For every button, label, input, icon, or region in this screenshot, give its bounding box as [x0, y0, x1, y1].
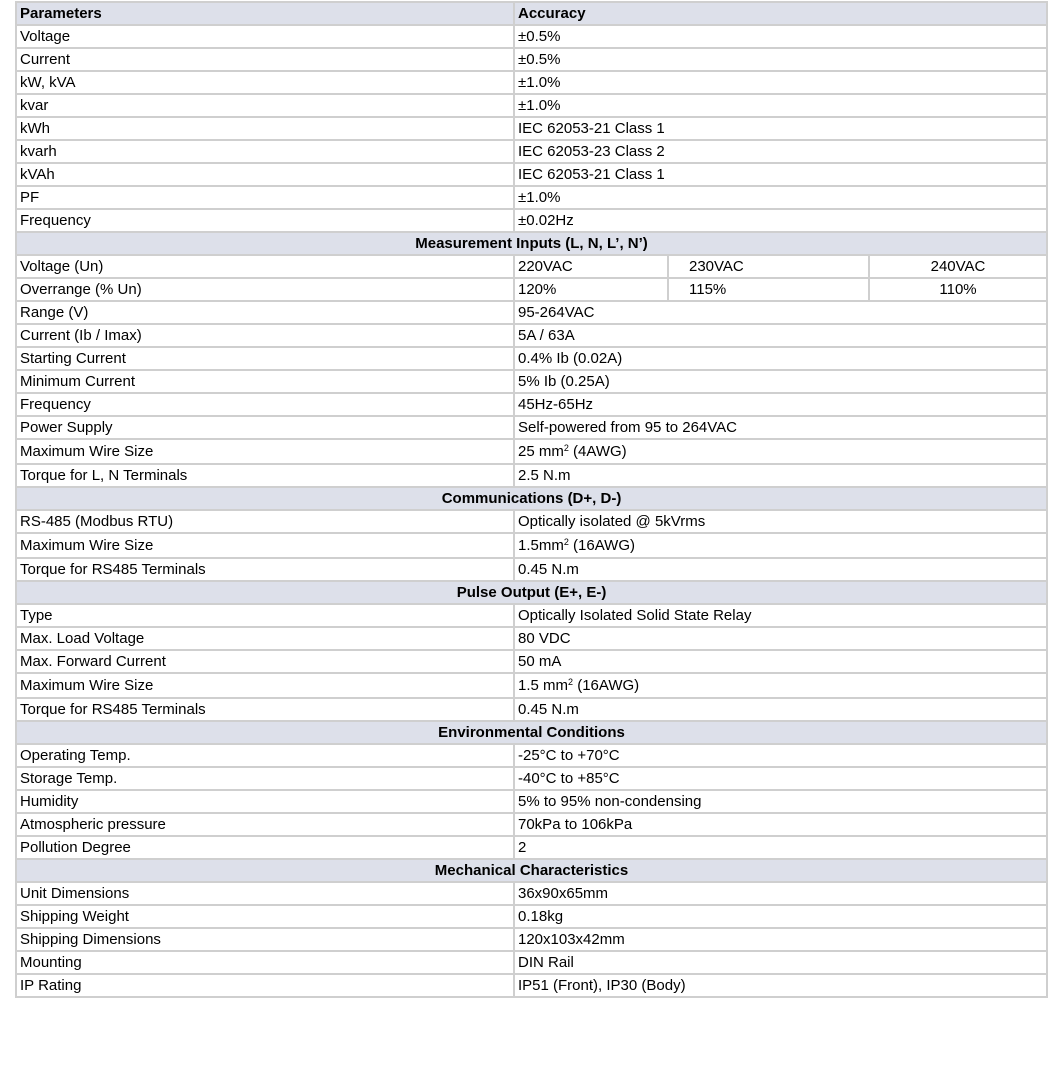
param-name: Unit Dimensions — [16, 882, 514, 905]
superscript: 2 — [563, 443, 569, 453]
table-row — [16, 140, 1047, 163]
param-name: Torque for L, N Terminals — [16, 464, 514, 487]
table-row — [16, 813, 1047, 836]
param-value: 5% Ib (0.25A) — [514, 370, 1047, 393]
param-name: Frequency — [16, 393, 514, 416]
param-value: 2 — [514, 836, 1047, 859]
param-value: IP51 (Front), IP30 (Body) — [514, 974, 1047, 997]
param-name: kvar — [16, 94, 514, 117]
param-name: Voltage — [16, 25, 514, 48]
section-communications — [16, 487, 1047, 510]
param-value: 240VAC — [869, 255, 1047, 278]
table-row — [16, 744, 1047, 767]
table-row — [16, 698, 1047, 721]
param-value: Optically isolated @ 5kVrms — [514, 510, 1047, 533]
table-row — [16, 163, 1047, 186]
param-value — [514, 533, 1047, 558]
table-row — [16, 974, 1047, 997]
param-name: Current — [16, 48, 514, 71]
param-name: Power Supply — [16, 416, 514, 439]
param-value: -40°C to +85°C — [514, 767, 1047, 790]
param-value: IEC 62053-21 Class 1 — [514, 163, 1047, 186]
param-name: Shipping Weight — [16, 905, 514, 928]
param-value: 2.5 N.m — [514, 464, 1047, 487]
param-value: Optically Isolated Solid State Relay — [514, 604, 1047, 627]
superscript: 2 — [563, 537, 569, 547]
table-row — [16, 928, 1047, 951]
table-row — [16, 25, 1047, 48]
param-value: 95-264VAC — [514, 301, 1047, 324]
param-name: RS-485 (Modbus RTU) — [16, 510, 514, 533]
param-value: ±1.0% — [514, 186, 1047, 209]
param-name: Minimum Current — [16, 370, 514, 393]
param-value: -25°C to +70°C — [514, 744, 1047, 767]
param-name: kW, kVA — [16, 71, 514, 94]
table-row — [16, 790, 1047, 813]
param-name: kVAh — [16, 163, 514, 186]
table-row — [16, 604, 1047, 627]
table-row — [16, 186, 1047, 209]
param-value: ±0.5% — [514, 25, 1047, 48]
param-name: Maximum Wire Size — [16, 439, 514, 464]
param-value: 70kPa to 106kPa — [514, 813, 1047, 836]
header-row — [16, 2, 1047, 25]
table-row — [16, 650, 1047, 673]
param-name: Starting Current — [16, 347, 514, 370]
param-value: Self-powered from 95 to 264VAC — [514, 416, 1047, 439]
table-row — [16, 767, 1047, 790]
param-value: 5A / 63A — [514, 324, 1047, 347]
superscript: 2 — [568, 677, 574, 687]
param-value — [514, 673, 1047, 698]
section-title: Pulse Output (E+, E-) — [16, 581, 1047, 604]
param-name: Humidity — [16, 790, 514, 813]
wire-size-awg: (16AWG) — [568, 537, 635, 554]
table-row — [16, 209, 1047, 232]
param-name: Max. Forward Current — [16, 650, 514, 673]
table-row — [16, 627, 1047, 650]
table-row — [16, 558, 1047, 581]
param-name: Shipping Dimensions — [16, 928, 514, 951]
table-row — [16, 48, 1047, 71]
param-name: Max. Load Voltage — [16, 627, 514, 650]
section-measurement-inputs — [16, 232, 1047, 255]
param-name: Torque for RS485 Terminals — [16, 698, 514, 721]
param-value: IEC 62053-23 Class 2 — [514, 140, 1047, 163]
param-name: Atmospheric pressure — [16, 813, 514, 836]
section-title: Mechanical Characteristics — [16, 859, 1047, 882]
table-row — [16, 117, 1047, 140]
wire-size-awg: (4AWG) — [568, 443, 627, 460]
param-name: Range (V) — [16, 301, 514, 324]
param-value: 110% — [869, 278, 1047, 301]
spec-table — [15, 1, 1048, 998]
table-row — [16, 71, 1047, 94]
section-pulse-output — [16, 581, 1047, 604]
param-value: ±0.02Hz — [514, 209, 1047, 232]
param-value: 120% — [514, 278, 668, 301]
param-value: 0.4% Ib (0.02A) — [514, 347, 1047, 370]
table-row — [16, 673, 1047, 698]
param-value: 36x90x65mm — [514, 882, 1047, 905]
wire-size-value: 25 mm — [518, 443, 564, 460]
param-value: 0.45 N.m — [514, 558, 1047, 581]
section-title: Environmental Conditions — [16, 721, 1047, 744]
param-name: Storage Temp. — [16, 767, 514, 790]
param-value: ±1.0% — [514, 71, 1047, 94]
table-row — [16, 464, 1047, 487]
section-title: Measurement Inputs (L, N, L’, N’) — [16, 232, 1047, 255]
table-row — [16, 278, 1047, 301]
param-name: Maximum Wire Size — [16, 533, 514, 558]
param-name: Voltage (Un) — [16, 255, 514, 278]
param-value: 80 VDC — [514, 627, 1047, 650]
table-row — [16, 370, 1047, 393]
wire-size-awg: (16AWG) — [573, 677, 640, 694]
param-value — [514, 439, 1047, 464]
table-row — [16, 324, 1047, 347]
section-mechanical-characteristics — [16, 859, 1047, 882]
param-name: Type — [16, 604, 514, 627]
param-value: 230VAC — [668, 255, 869, 278]
param-value: 0.45 N.m — [514, 698, 1047, 721]
param-name: Overrange (% Un) — [16, 278, 514, 301]
param-value: DIN Rail — [514, 951, 1047, 974]
section-title: Communications (D+, D-) — [16, 487, 1047, 510]
param-value: ±1.0% — [514, 94, 1047, 117]
param-name: Frequency — [16, 209, 514, 232]
param-name: kWh — [16, 117, 514, 140]
header-parameters: Parameters — [16, 2, 514, 25]
table-row — [16, 951, 1047, 974]
table-row — [16, 94, 1047, 117]
header-accuracy: Accuracy — [514, 2, 1047, 25]
table-row — [16, 255, 1047, 278]
param-value: 0.18kg — [514, 905, 1047, 928]
param-name: Current (Ib / Imax) — [16, 324, 514, 347]
table-row — [16, 905, 1047, 928]
param-name: Operating Temp. — [16, 744, 514, 767]
param-name: kvarh — [16, 140, 514, 163]
table-row — [16, 836, 1047, 859]
param-name: PF — [16, 186, 514, 209]
table-row — [16, 439, 1047, 464]
table-row — [16, 416, 1047, 439]
param-value: IEC 62053-21 Class 1 — [514, 117, 1047, 140]
table-row — [16, 393, 1047, 416]
table-row — [16, 510, 1047, 533]
param-name: Mounting — [16, 951, 514, 974]
table-row — [16, 347, 1047, 370]
param-value: ±0.5% — [514, 48, 1047, 71]
param-name: Pollution Degree — [16, 836, 514, 859]
wire-size-value: 1.5 mm — [518, 677, 569, 694]
wire-size-value: 1.5mm — [518, 537, 564, 554]
param-value: 45Hz-65Hz — [514, 393, 1047, 416]
param-value: 50 mA — [514, 650, 1047, 673]
table-row — [16, 301, 1047, 324]
param-name: IP Rating — [16, 974, 514, 997]
param-name: Maximum Wire Size — [16, 673, 514, 698]
param-value: 120x103x42mm — [514, 928, 1047, 951]
param-value: 5% to 95% non-condensing — [514, 790, 1047, 813]
param-value: 115% — [668, 278, 869, 301]
table-row — [16, 882, 1047, 905]
table-row — [16, 533, 1047, 558]
param-value: 220VAC — [514, 255, 668, 278]
section-environmental-conditions — [16, 721, 1047, 744]
param-name: Torque for RS485 Terminals — [16, 558, 514, 581]
